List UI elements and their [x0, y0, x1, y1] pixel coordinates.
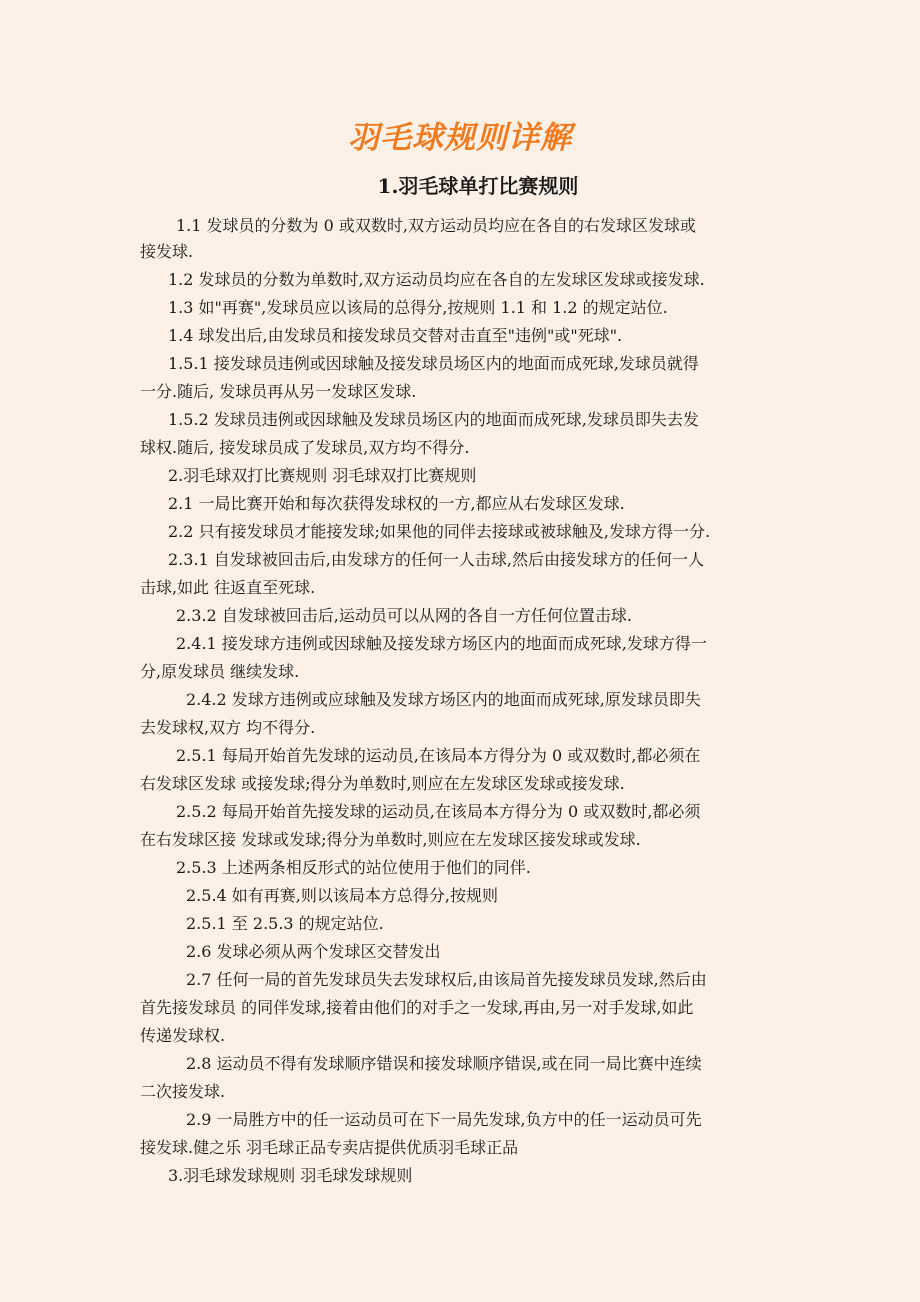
paragraph-line: 右发球区发球 或接发球;得分为单数时,则应在左发球区发球或接发球. — [140, 774, 625, 793]
paragraph-line: 2.8 运动员不得有发球顺序错误和接发球顺序错误,或在同一局比赛中连续 — [186, 1054, 702, 1073]
paragraph-line: 2.5.1 至 2.5.3 的规定站位. — [186, 914, 384, 933]
paragraph-line: 2.3.1 自发球被回击后,由发球方的任何一人击球,然后由接发球方的任何一人 — [168, 550, 704, 569]
paragraph-line: 2.9 一局胜方中的任一运动员可在下一局先发球,负方中的任一运动员可先 — [186, 1110, 702, 1129]
paragraph-line: 接发球. — [140, 242, 194, 261]
section-heading-serving: 3.羽毛球发球规则 羽毛球发球规则 — [168, 1166, 413, 1185]
paragraph-line: 2.2 只有接发球员才能接发球;如果他的同伴去接球或被球触及,发球方得一分. — [168, 522, 711, 541]
paragraph-line: 首先接发球员 的同伴发球,接着由他们的对手之一发球,再由,另一对手发球,如此 — [140, 998, 694, 1017]
paragraph-line: 1.2 发球员的分数为单数时,双方运动员均应在各自的左发球区发球或接发球. — [168, 270, 705, 289]
paragraph-line: 2.5.3 上述两条相反形式的站位使用于他们的同伴. — [176, 858, 531, 877]
paragraph-line: 2.5.2 每局开始首先接发球的运动员,在该局本方得分为 0 或双数时,都必须 — [176, 802, 701, 821]
paragraph-line: 1.5.2 发球员违例或因球触及发球员场区内的地面而成死球,发球员即失去发 — [168, 410, 699, 429]
paragraph-line: 击球,如此 往返直至死球. — [140, 578, 316, 597]
document-title: 羽毛球规则详解 — [348, 120, 572, 156]
paragraph-line: 1.4 球发出后,由发球员和接发球员交替对击直至"违例"或"死球". — [168, 326, 623, 345]
paragraph-line: 2.5.1 每局开始首先发球的运动员,在该局本方得分为 0 或双数时,都必须在 — [176, 746, 701, 765]
paragraph-line: 传递发球权. — [140, 1026, 226, 1045]
paragraph-line: 2.3.2 自发球被回击后,运动员可以从网的各自一方任何位置击球. — [176, 606, 632, 625]
paragraph-line: 去发球权,双方 均不得分. — [140, 718, 316, 737]
paragraph-line: 2.6 发球必须从两个发球区交替发出 — [186, 942, 441, 961]
paragraph-line: 二次接发球. — [140, 1082, 226, 1101]
paragraph-line: 2.1 一局比赛开始和每次获得发球权的一方,都应从右发球区发球. — [168, 494, 625, 513]
paragraph-line: 接发球.健之乐 羽毛球正品专卖店提供优质羽毛球正品 — [140, 1138, 519, 1157]
paragraph-line: 1.3 如"再赛",发球员应以该局的总得分,按规则 1.1 和 1.2 的规定站位. — [168, 298, 668, 317]
paragraph-line: 1.5.1 接发球员违例或因球触及接发球员场区内的地面而成死球,发球员就得 — [168, 354, 699, 373]
section-heading-doubles: 2.羽毛球双打比赛规则 羽毛球双打比赛规则 — [168, 466, 477, 485]
paragraph-line: 1.1 发球员的分数为 0 或双数时,双方运动员均应在各自的右发球区发球或 — [176, 216, 696, 235]
section-heading-singles: 1.羽毛球单打比赛规则 — [377, 174, 579, 198]
paragraph-line: 分,原发球员 继续发球. — [140, 662, 300, 681]
paragraph-line: 2.4.2 发球方违例或应球触及发球方场区内的地面而成死球,原发球员即失 — [186, 690, 701, 709]
paragraph-line: 球权.随后, 接发球员成了发球员,双方均不得分. — [140, 438, 470, 457]
paragraph-line: 一分.随后, 发球员再从另一发球区发球. — [140, 382, 417, 401]
paragraph-line: 2.5.4 如有再赛,则以该局本方总得分,按规则 — [186, 886, 498, 905]
paragraph-line: 2.4.1 接发球方违例或因球触及接发球方场区内的地面而成死球,发球方得一 — [176, 634, 707, 653]
paragraph-line: 在右发球区接 发球或发球;得分为单数时,则应在左发球区接发球或发球. — [140, 830, 641, 849]
paragraph-line: 2.7 任何一局的首先发球员失去发球权后,由该局首先接发球员发球,然后由 — [186, 970, 707, 989]
